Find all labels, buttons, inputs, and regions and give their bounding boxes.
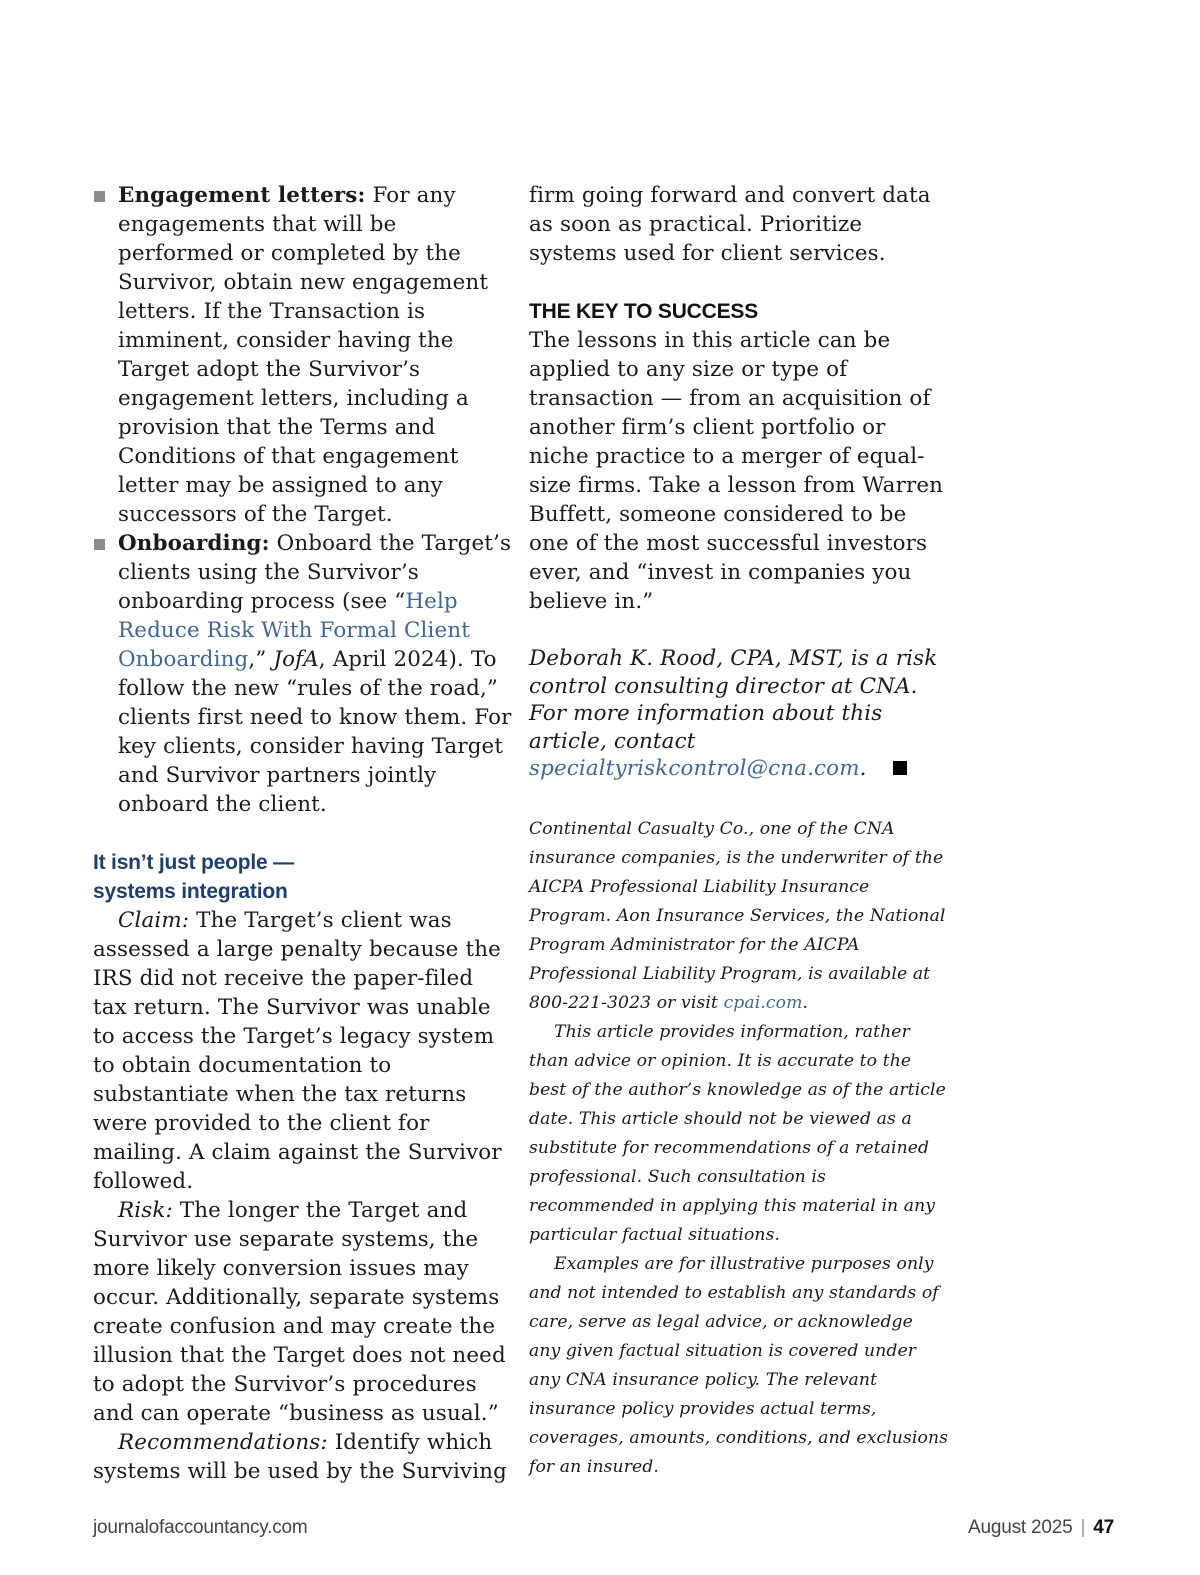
cpai-link[interactable]: cpai.com: [723, 992, 803, 1013]
disclaimer-end: .: [802, 992, 809, 1013]
bullet-text: , April 2024). To follow the new “rules of the road,” clients first need to know them. For key clients, consider having Target and Survivor partners jointly onboard the client.: [118, 647, 512, 817]
square-bullet-icon: [94, 539, 105, 550]
footer-separator: |: [1080, 1517, 1086, 1538]
bullet-onboarding: [93, 529, 513, 819]
footer-page-info: [968, 1517, 1114, 1539]
disclaimer-paragraph: This article provides information, rather than advice or opinion. It is accurate to the best of the author’s knowledge as of the article date. This article should not be viewed as a substitute for recommendations of a retained professional. Such consultation is recommended in applying this material in any particular factual situations.: [529, 1021, 946, 1245]
risk-label: Risk:: [118, 1198, 173, 1223]
author-bio: [529, 645, 949, 783]
email-link[interactable]: specialtyriskcontrol@cna.com: [529, 756, 860, 781]
disclaimer-text: Continental Casualty Co., one of the CNA insurance companies, is the underwriter of the AICPA Professional Liability Insurance Program. Aon Insurance Services, the National Program Administrator for the AICPA Professional Liability Program, is available at 800-221-3023 or visit: [529, 818, 946, 1013]
section-heading: [93, 848, 513, 906]
risk-text: The longer the Target and Survivor use separate systems, the more likely conversion issues may occur. Additionally, separate systems create confusion and may create the illusion that the Target does not need to adopt the Survivor’s procedures and can operate “business as usual.”: [93, 1198, 506, 1426]
recommendations-text: Identify which systems will be used by the Surviving: [93, 1430, 507, 1484]
key-to-success-paragraph: The lessons in this article can be applied to any size or type of transaction — from an acquisition of another firm’s client portfolio or niche practice to a merger of equal-size firms. Take a lesson from Warren Buffett, someone considered to be one of the most successful investors ever, and “invest in companies you believe in.”: [529, 328, 944, 614]
claim-text: The Target’s client was assessed a large penalty because the IRS did not receive the paper-filed tax return. The Survivor was unable to access the Target’s legacy system to obtain documentation to substantiate when the tax returns were provided to the client for mailing. A claim against the Survivor followed.: [93, 908, 502, 1194]
bullet-text: Onboard the Target’s clients using the Survivor’s onboarding process (see “: [118, 531, 512, 614]
bio-text: Deborah K. Rood, CPA, MST, is a risk control consulting director at CNA. For more information about this article, contact: [529, 646, 938, 754]
key-to-success-heading: THE KEY TO SUCCESS: [529, 300, 759, 323]
continuation-paragraph: firm going forward and convert data as soon as practical. Prioritize systems used for client services.: [529, 183, 931, 266]
claim-label: Claim:: [118, 908, 190, 933]
bullet-text: ,”: [248, 647, 274, 672]
square-bullet-icon: [94, 191, 105, 202]
footer-site: journalofaccountancy.com: [93, 1517, 308, 1538]
recommendations-paragraph: [93, 1428, 513, 1486]
bullet-text: For any engagements that will be performed or completed by the Survivor, obtain new engagement letters. If the Transaction is imminent, consider having the Target adopt the Survivor’s engagement letters, including a provision that the Terms and Conditions of that engagement letter may be assigned to any successors of the Target.: [118, 183, 489, 527]
page-number: 47: [1093, 1517, 1114, 1538]
article-link[interactable]: Help Reduce Risk With Formal Client Onboarding: [118, 589, 471, 672]
section-heading-line2: systems integration: [93, 880, 288, 903]
bullet-term: Engagement letters:: [118, 183, 366, 208]
section-heading-line1: It isn’t just people —: [93, 851, 294, 874]
footer-date: August 2025: [968, 1517, 1073, 1538]
recommendations-label: Recommendations:: [118, 1430, 328, 1455]
journal-name: JofA: [273, 647, 319, 672]
claim-paragraph: [93, 906, 513, 1196]
bio-end: .: [859, 756, 867, 781]
bullet-engagement-letters: [93, 181, 513, 529]
right-column: [529, 181, 949, 1482]
disclaimer-paragraph: Examples are for illustrative purposes only and not intended to establish any standards of care, serve as legal advice, or acknowledge any given factual situation is covered under any CNA insurance policy. The relevant insurance policy provides actual terms, coverages, amounts, conditions, and exclusions for an insured.: [529, 1253, 949, 1477]
disclaimer-block: [529, 815, 949, 1482]
risk-paragraph: [93, 1196, 513, 1428]
left-column: [93, 181, 513, 1486]
bullet-term: Onboarding:: [118, 531, 270, 556]
end-mark-icon: [893, 761, 907, 775]
disclaimer-paragraph: [529, 815, 949, 1018]
